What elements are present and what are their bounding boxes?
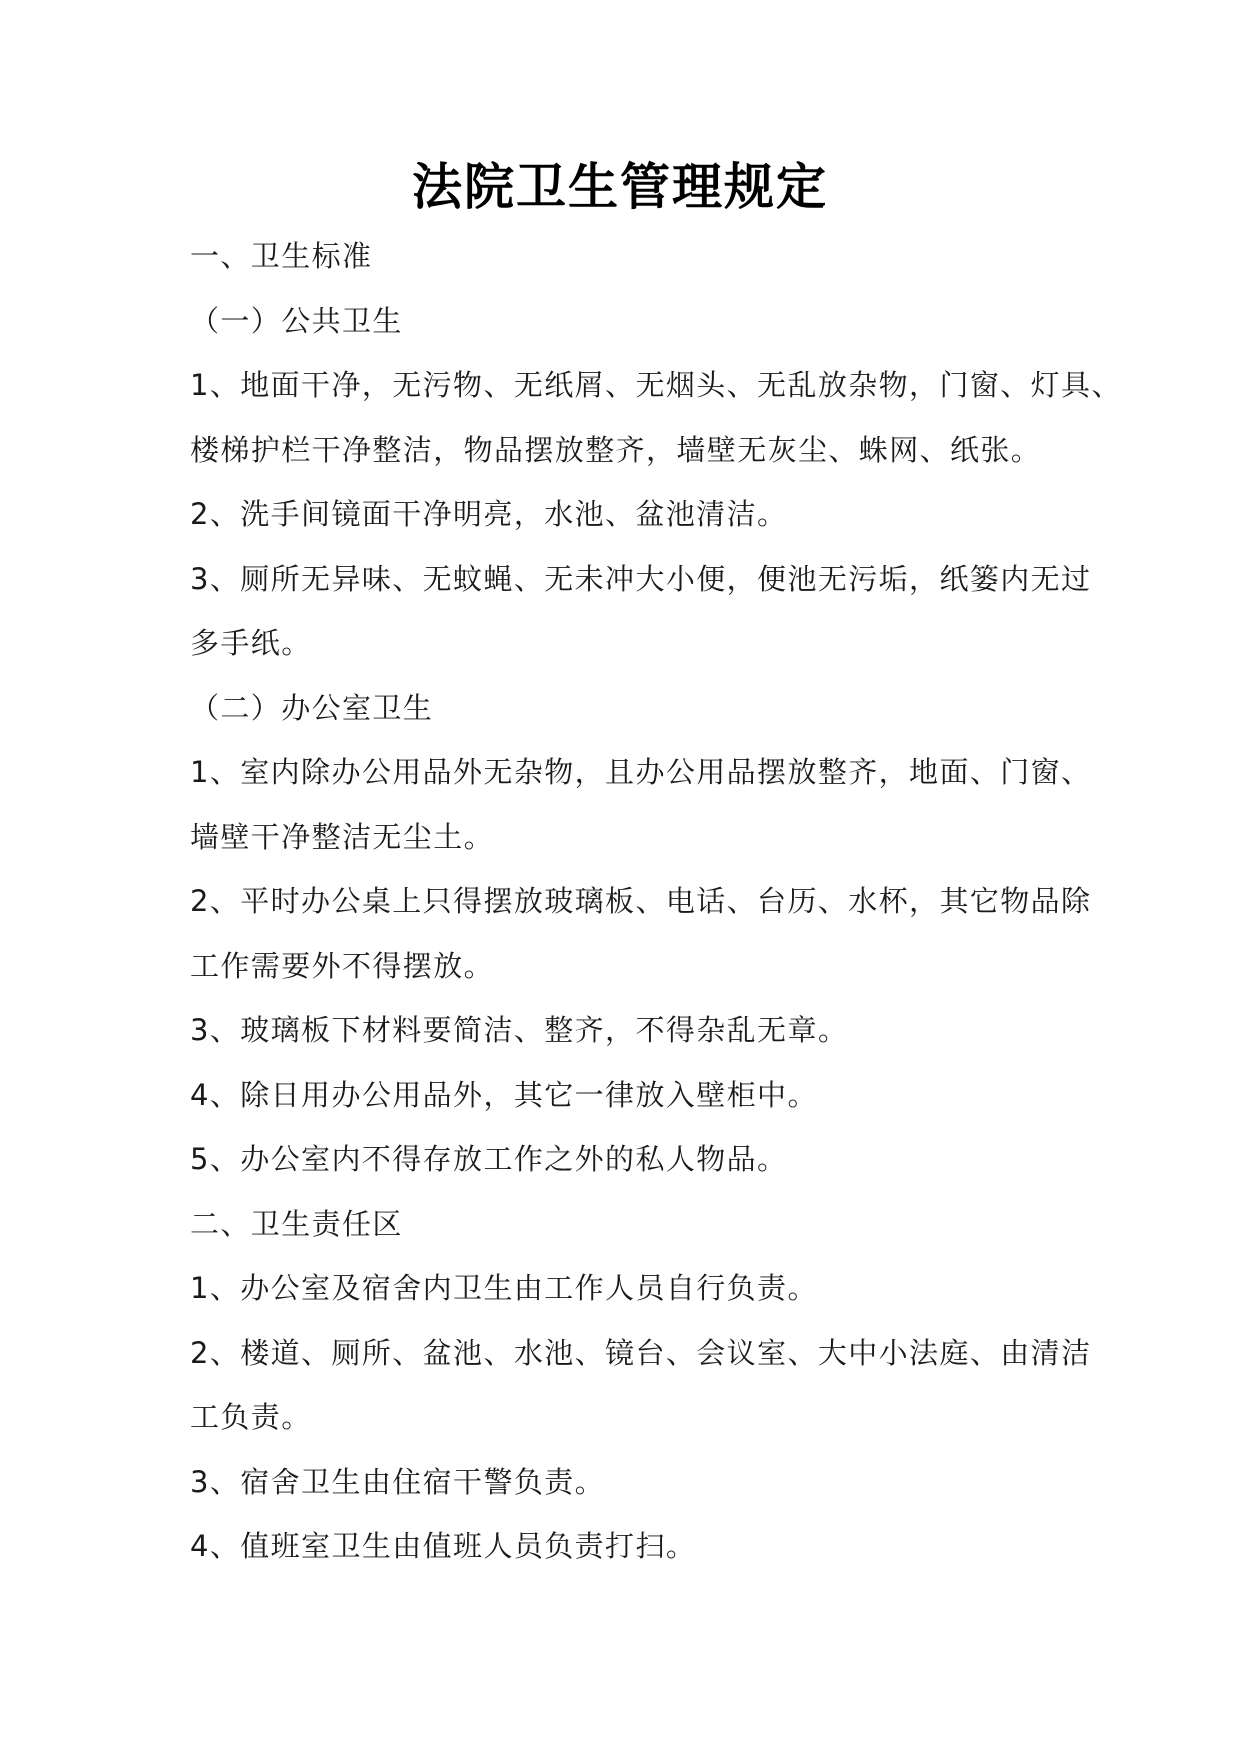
text-line: 多手纸。 [190,626,312,660]
section-heading-standards: 一、卫生标准 [190,239,373,273]
text-line: 1、地面干净，无污物、无纸屑、无烟头、无乱放杂物，门窗、灯具、 [190,368,1122,402]
text-line: 4、值班室卫生由值班人员负责打扫。 [190,1529,697,1563]
text-line: 工负责。 [190,1400,312,1434]
section-heading-responsibility: 二、卫生责任区 [190,1206,403,1241]
text-line: 5、办公室内不得存放工作之外的私人物品。 [190,1142,788,1176]
text-line: 工作需要外不得摆放。 [190,948,495,983]
text-line: 2、楼道、厕所、盆池、水池、镜台、会议室、大中小法庭、由清洁 [190,1335,1092,1370]
text-line: 1、室内除办公用品外无杂物，且办公用品摆放整齐，地面、门窗、 [190,755,1092,789]
text-line: 楼梯护栏干净整洁，物品摆放整齐，墙壁无灰尘、蛛网、纸张。 [190,432,1042,467]
text-line: 2、洗手间镜面干净明亮，水池、盆池清洁。 [190,497,788,531]
text-line: 3、宿舍卫生由住宿干警负责。 [190,1464,606,1499]
subsection-heading-office: （二）办公室卫生 [190,690,434,725]
text-line: 1、办公室及宿舍内卫生由工作人员自行负责。 [190,1271,818,1305]
text-line: 3、玻璃板下材料要简洁、整齐，不得杂乱无章。 [190,1013,849,1047]
text-line: 墙壁干净整洁无尘土。 [190,819,495,854]
subsection-heading-public: （一）公共卫生 [190,303,403,338]
text-line: 2、平时办公桌上只得摆放玻璃板、电话、台历、水杯，其它物品除 [190,884,1092,918]
document-body [190,224,1122,1579]
document-title: 法院卫生管理规定 [412,157,828,216]
text-line: 4、除日用办公用品外，其它一律放入壁柜中。 [190,1077,818,1112]
text-line: 3、厕所无异味、无蚊蝇、无未冲大小便，便池无污垢，纸篓内无过 [190,561,1092,596]
